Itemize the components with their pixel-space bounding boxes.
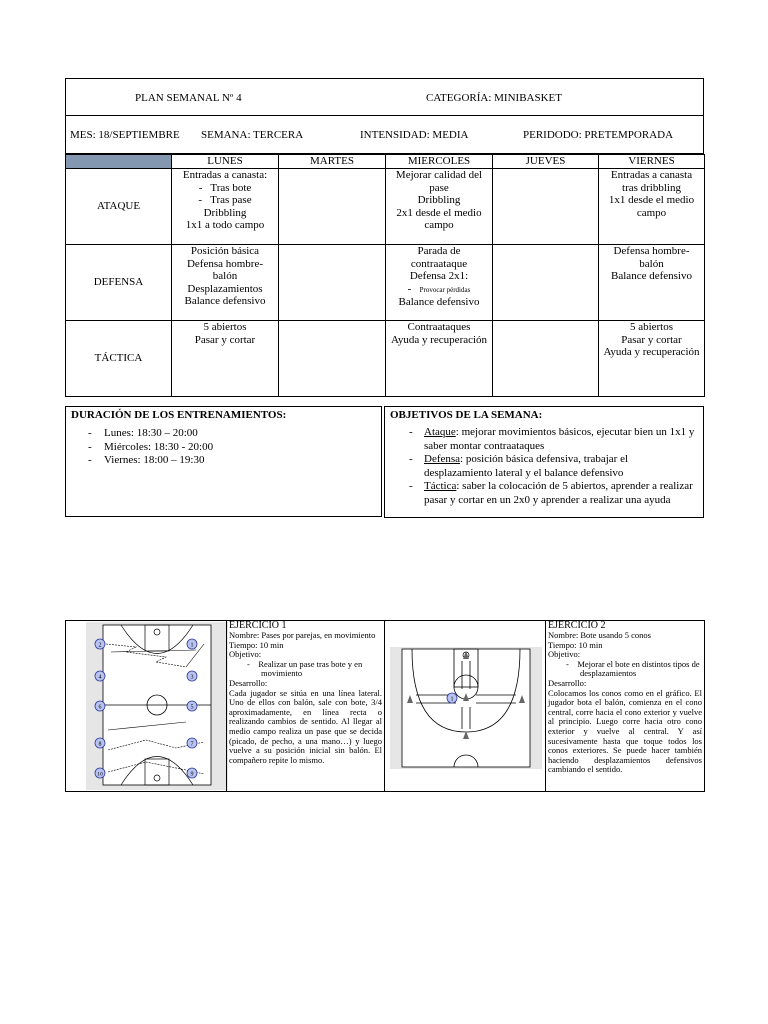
bullet-dash bbox=[408, 283, 420, 295]
cell-line bbox=[172, 194, 278, 207]
objective-text: : saber la colocación de 5 abiertos, aprender a realizar pasar y cortar en un 2x0 y aprender a realizar una ayuda bbox=[424, 480, 693, 506]
objective-text: : posición básica defensiva, trabajar el desplazamiento lateral y el balance defensivo bbox=[424, 453, 629, 479]
cell-line-text: Tras bote bbox=[210, 181, 252, 194]
cell-line: campo bbox=[424, 219, 454, 231]
row-tactica bbox=[66, 321, 705, 397]
exercise2-time: Tiempo: 10 min bbox=[548, 639, 603, 650]
exercise2-objective: - Mejorar el bote en distintos tipos de desplazamientos bbox=[566, 658, 700, 679]
objective-item bbox=[385, 480, 703, 507]
bullet-dash: - bbox=[88, 427, 92, 439]
exercise1-development: Cada jugador se sitúa en una línea lateral. Uno de ellos con balón, sale con bote, 3/4 aproximadamente, en línea recta o realizando cambios de sentido. Al llegar al medio campo realiza un pase que se decida (picado, de pecho, a una mano…) y luego vuelve a su posición inicial sin balón. El compañero repite lo mismo. bbox=[229, 687, 382, 765]
exercise2-name: Nombre: Bote usando 5 conos bbox=[548, 630, 651, 640]
bullet-dash: - bbox=[409, 480, 413, 492]
bullet-dash: - bbox=[88, 440, 92, 453]
cell-line: Dribbling bbox=[417, 194, 461, 206]
cell-line: Balance defensivo bbox=[611, 270, 692, 282]
cell-line: 1x1 desde el medio bbox=[608, 194, 695, 206]
cell-line: Pasar y cortar bbox=[621, 333, 682, 346]
bullet-dash bbox=[198, 194, 210, 206]
cell-tactica-jueves bbox=[493, 321, 599, 397]
cell-line: Contraataques bbox=[407, 321, 471, 333]
exercise2-text-cell bbox=[545, 620, 705, 792]
player-number: 7 bbox=[190, 741, 194, 748]
cell-line: Defensa 2x1: bbox=[409, 270, 469, 282]
cell-line: 5 abiertos bbox=[203, 321, 247, 333]
cell-ataque-martes bbox=[279, 169, 386, 245]
bullet-dash bbox=[199, 182, 211, 194]
cell-line: pase bbox=[429, 181, 449, 194]
duration-title: DURACIÓN DE LOS ENTRENAMIENTOS: bbox=[71, 409, 287, 421]
exercise1-name: Nombre: Pases por parejas, en movimiento bbox=[229, 630, 376, 640]
cell-line-text: Provocar pérdidas bbox=[419, 285, 471, 294]
player-number: 1 bbox=[190, 642, 194, 649]
cell-line: Posición básica bbox=[190, 245, 260, 257]
cell-line: Balance defensivo bbox=[398, 296, 480, 308]
exercise1-objective-label: Objetivo: bbox=[229, 649, 262, 660]
player-number: 10 bbox=[97, 771, 103, 778]
plan-header-row-2 bbox=[65, 116, 704, 154]
duration-item-text: Miércoles: 18:30 - 20:00 bbox=[104, 440, 214, 453]
player-number: 3 bbox=[190, 674, 194, 681]
header-corner-cell bbox=[66, 155, 172, 169]
objectives-list bbox=[385, 426, 703, 507]
cell-line: Ayuda y recuperación bbox=[390, 333, 488, 346]
exercise2-diagram-cell bbox=[384, 620, 546, 792]
player-number: 8 bbox=[98, 741, 102, 748]
cell-line: Entradas a canasta bbox=[610, 169, 693, 181]
exercise1-diagram-cell bbox=[65, 620, 227, 792]
player-number: 1 bbox=[450, 696, 454, 703]
row-label-defensa: DEFENSA bbox=[66, 245, 172, 321]
exercise2-court-diagram bbox=[390, 647, 542, 769]
cell-line: tras dribbling bbox=[622, 181, 681, 194]
plan-grid bbox=[65, 154, 705, 397]
cell-tactica-martes bbox=[279, 321, 386, 397]
cell-line: Desplazamientos bbox=[187, 282, 263, 295]
exercise2-objective-label: Objetivo: bbox=[548, 649, 581, 660]
bullet-dash: - bbox=[409, 426, 413, 438]
cell-line: Balance defensivo bbox=[184, 295, 266, 307]
cell-ataque-miercoles bbox=[386, 169, 493, 245]
duration-item-text: Viernes: 18:00 – 19:30 bbox=[104, 454, 205, 466]
cell-line: Dribbling bbox=[203, 206, 247, 219]
exercise1-text-cell bbox=[226, 620, 385, 792]
cell-defensa-miercoles bbox=[386, 245, 493, 321]
cell-defensa-lunes bbox=[172, 245, 279, 321]
cell-defensa-martes bbox=[279, 245, 386, 321]
cell-line: 2x1 desde el medio bbox=[396, 206, 482, 219]
day-lunes: LUNES bbox=[172, 155, 279, 169]
cell-tactica-miercoles bbox=[386, 321, 493, 397]
plan-month: MES: 18/SEPTIEMBRE bbox=[70, 129, 180, 141]
cell-defensa-jueves bbox=[493, 245, 599, 321]
exercise1-title: EJERCICIO 1 bbox=[229, 620, 287, 631]
bullet-dash: - bbox=[88, 454, 92, 466]
objective-text: : mejorar movimientos básicos, ejecutar bien un 1x1 y saber montar contraataques bbox=[424, 426, 695, 452]
cell-line: contraataque bbox=[410, 257, 468, 270]
row-label-tactica: TÁCTICA bbox=[66, 321, 172, 397]
player-number: 9 bbox=[190, 771, 194, 778]
objective-key: Táctica bbox=[424, 480, 457, 492]
plan-week: SEMANA: TERCERA bbox=[201, 129, 304, 141]
objective-item bbox=[385, 426, 703, 453]
cell-line: Ayuda y recuperación bbox=[603, 346, 700, 358]
cell-line bbox=[386, 283, 492, 297]
objective-item bbox=[385, 453, 703, 480]
duration-item bbox=[66, 427, 381, 441]
player-number: 6 bbox=[98, 704, 102, 711]
day-viernes: VIERNES bbox=[599, 155, 705, 169]
cell-line: 1x1 a todo campo bbox=[185, 219, 265, 231]
court-outline bbox=[402, 649, 530, 767]
cell-line: 5 abiertos bbox=[629, 321, 674, 333]
exercise1-time: Tiempo: 10 min bbox=[229, 639, 284, 650]
plan-category: CATEGORÍA: MINIBASKET bbox=[426, 92, 562, 104]
cell-ataque-viernes bbox=[599, 169, 705, 245]
weekly-plan bbox=[65, 78, 704, 397]
day-jueves: JUEVES bbox=[493, 155, 599, 169]
exercise1-objective: - Realizar un pase tras bote y en movimiento bbox=[247, 658, 363, 679]
row-defensa bbox=[66, 245, 705, 321]
duration-item bbox=[66, 441, 381, 455]
row-ataque bbox=[66, 169, 705, 245]
player-number: 5 bbox=[190, 704, 194, 711]
cell-line: Defensa hombre- bbox=[186, 257, 264, 270]
exercise1-dev-label: Desarrollo: bbox=[229, 677, 268, 688]
exercise2-dev-label: Desarrollo: bbox=[548, 677, 587, 688]
exercise1-court-diagram bbox=[86, 622, 228, 790]
day-miercoles: MIERCOLES bbox=[386, 155, 493, 169]
cell-tactica-viernes bbox=[599, 321, 705, 397]
cell-line: Entradas a canasta: bbox=[182, 169, 268, 181]
day-header-row bbox=[66, 155, 705, 169]
cell-ataque-lunes bbox=[172, 169, 279, 245]
cell-line bbox=[172, 182, 278, 195]
exercise2-development: Colocamos los conos como en el gráfico. El jugador bota el balón, comienza en el cono central, corre hacia el cono exterior y vuelve al principio. Luego corre hacia otro cono exterior y vuelve al central. Y así sucesivamente hasta que toque todos los conos exteriores. Se puede hacer también haciendo desplazamientos defensivos cambiando el sentido. bbox=[548, 687, 702, 775]
plan-intensity: INTENSIDAD: MEDIA bbox=[360, 129, 469, 141]
cell-line: Mejorar calidad del bbox=[395, 169, 483, 181]
objectives-box bbox=[384, 406, 704, 518]
cell-tactica-lunes bbox=[172, 321, 279, 397]
exercises-table bbox=[65, 620, 705, 792]
cell-ataque-jueves bbox=[493, 169, 599, 245]
player-number: 2 bbox=[98, 642, 102, 649]
objectives-title: OBJETIVOS DE LA SEMANA: bbox=[390, 409, 543, 421]
duration-item bbox=[66, 454, 381, 468]
objective-key: Defensa bbox=[424, 453, 461, 465]
row-label-ataque: ATAQUE bbox=[66, 169, 172, 245]
exercise2-objective-text: Mejorar el bote en distintos tipos de desplazamientos bbox=[577, 658, 700, 679]
cell-line: balón bbox=[212, 270, 238, 282]
duration-list bbox=[66, 427, 381, 468]
cell-defensa-viernes bbox=[599, 245, 705, 321]
cell-line: balón bbox=[639, 257, 664, 270]
duration-item-text: Lunes: 18:30 – 20:00 bbox=[104, 427, 198, 439]
plan-title: PLAN SEMANAL Nº 4 bbox=[135, 92, 242, 104]
plan-period: PERIDODO: PRETEMPORADA bbox=[523, 129, 674, 141]
player-number: 4 bbox=[98, 674, 102, 681]
exercise2-title: EJERCICIO 2 bbox=[548, 620, 606, 631]
plan-header-row-1 bbox=[65, 78, 704, 116]
exercise1-objective-text: Realizar un pase tras bote y en movimiento bbox=[258, 658, 363, 679]
day-martes: MARTES bbox=[279, 155, 386, 169]
cell-line-text: Tras pase bbox=[210, 194, 252, 206]
bullet-dash: - bbox=[409, 453, 413, 465]
cell-line: Parada de bbox=[417, 245, 461, 257]
objective-key: Ataque bbox=[424, 426, 456, 438]
cell-line: Pasar y cortar bbox=[194, 333, 256, 346]
duration-box bbox=[65, 406, 382, 517]
cell-line: campo bbox=[636, 206, 667, 219]
cell-line: Defensa hombre- bbox=[613, 245, 690, 257]
